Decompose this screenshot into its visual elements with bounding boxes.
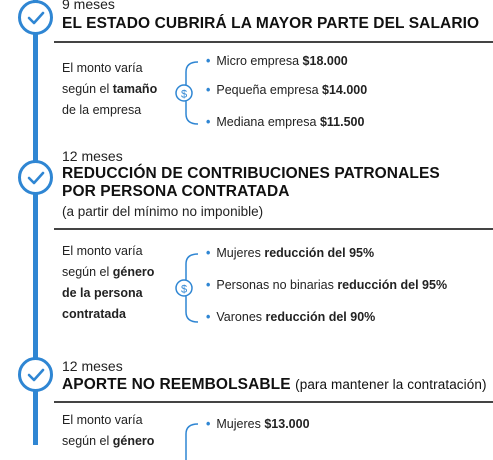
section-divider <box>54 228 493 230</box>
list-item: • Mediana empresa $11.500 <box>206 115 365 129</box>
dollar-brace-icon <box>172 250 200 326</box>
section-title-line2: POR PERSONA CONTRATADA <box>62 183 290 200</box>
list-item: • Varones reducción del 90% <box>206 310 376 324</box>
svg-text:$: $ <box>180 283 188 296</box>
section-divider <box>54 41 493 43</box>
list-item: • Mujeres reducción del 95% <box>206 246 375 260</box>
section-description: El monto varía según el género de la persona contratada <box>62 244 155 321</box>
section-description: El monto varía según el género <box>62 413 155 448</box>
section-duration: 9 meses <box>62 0 115 12</box>
check-icon <box>18 357 53 392</box>
svg-text:$: $ <box>180 88 188 101</box>
list-item: • Personas no binarias reducción del 95% <box>206 278 448 292</box>
check-icon <box>18 160 53 195</box>
list-item: • Micro empresa $18.000 <box>206 54 348 68</box>
section-divider <box>54 401 493 403</box>
section-title-line1: REDUCCIÓN DE CONTRIBUCIONES PATRONALES <box>62 165 440 182</box>
section-duration: 12 meses <box>62 358 123 374</box>
check-icon <box>18 0 53 35</box>
section-title: EL ESTADO CUBRIRÁ LA MAYOR PARTE DEL SALARIO <box>62 15 480 32</box>
section-duration: 12 meses <box>62 148 123 164</box>
list-item: • Mujeres $13.000 <box>206 417 310 431</box>
dollar-brace-icon <box>172 58 200 128</box>
brace-icon <box>172 420 200 460</box>
section-title: APORTE NO REEMBOLSABLE (para mantener la contratación) <box>62 376 487 393</box>
list-item: • Pequeña empresa $14.000 <box>206 83 368 97</box>
section-note: (a partir del mínimo no imponible) <box>62 204 264 219</box>
section-description: El monto varía según el tamaño de la empresa <box>62 61 158 117</box>
